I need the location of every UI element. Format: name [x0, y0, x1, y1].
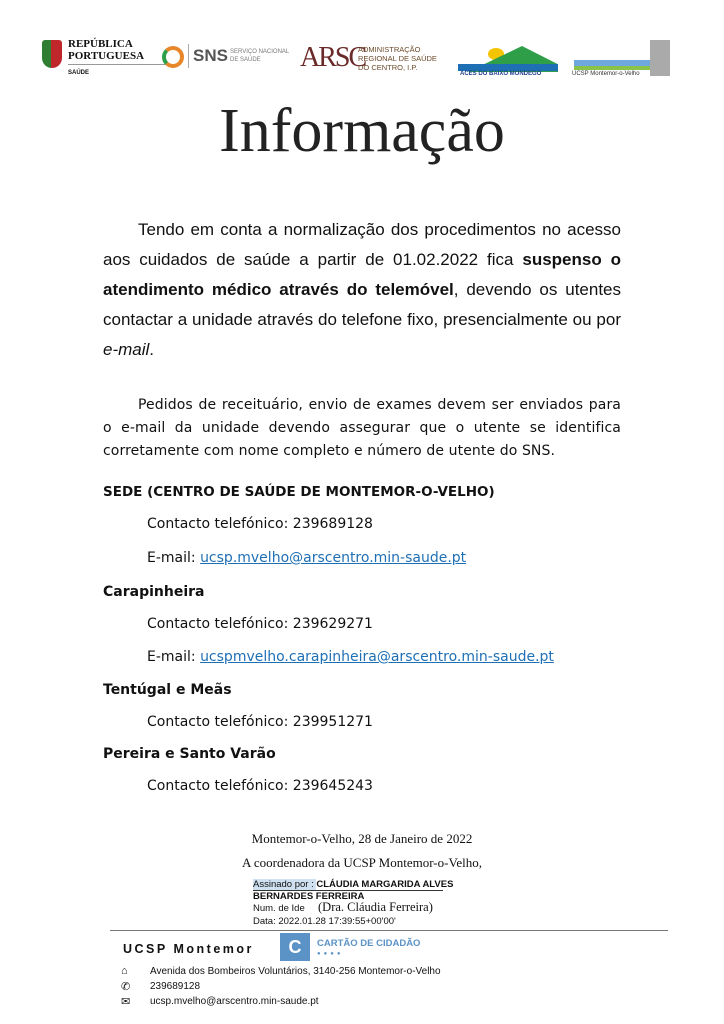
place-date: Montemor-o-Velho, 28 de Janeiro de 2022	[251, 831, 473, 846]
footer-address: Avenida dos Bombeiros Voluntários, 3140-256 Montemor-o-Velho	[150, 966, 441, 977]
unit-email: E-mail: ucspmvelho.carapinheira@arscentro.min-saude.pt	[147, 649, 554, 665]
document-page: REPÚBLICA PORTUGUESA SAÚDE SNS SERVIÇO NACIONAL DE SAÚDE ARSC ADMINISTRAÇÃO REGIONAL DE SAÚDE DO CENTRO, I.P. ACES DO BAIXO MONDEGO UCSP Montemor-o-Velho Informação Tendo em conta a normalização dos procedimentos no acesso aos cuidados de saúde a partir de 01.02.2022 fica suspenso o atendimento médico através do telemóvel, devendo os utentes contactar a unidade através do telefone fixo, presencialmente ou por e-mail. Pedidos de receituário, envio de exames devem ser enviados para o e-mail da unidade devendo assegurar que o utente se identifica corretamente com nome completo e número de utente do SNS. SEDE (CENTRO DE SAÚDE DE MONTEMOR-O-VELHO) Contacto telefónico: 239689128 E-mail: ucsp.mvelho@arscentro.min-saude.pt Carapinheira Contacto telefónico: 239629271 E-mail: ucspmvelho.carapinheira@arscentro.min-saude.pt Tentúgal e Meãs Contacto telefónico: 239951271 Pereira e Santo Varão Contacto telefónico: 239645243 Montemor-o-Velho, 28 de Janeiro de 2022 A coordenadora da UCSP Montemor-o-Velho, Assinado por : CLÁUDIA MARGARIDA ALVES BERNARDES FERREIRA Num. de Ide (Dra. Cláudia Ferreira) Data: 2022.01.28 17:39:55+00'00' UCSP Montemor C CARTÃO DE CIDADÃO ●●●● ⌂ Avenida dos Bombeiros Voluntários, 3140-256 Montemor-o-Velho ✆ 239689128 ✉ ucsp.mvelho@arscentro.min-saude.pt	[0, 0, 724, 1024]
page-title: Informação	[219, 97, 505, 165]
unit-email: E-mail: ucsp.mvelho@arscentro.min-saude.pt	[147, 550, 467, 566]
unit-phone: Contacto telefónico: 239629271	[147, 616, 373, 632]
unit-heading-tentugal: Tentúgal e Meãs	[103, 682, 232, 698]
email-link[interactable]: ucsp.mvelho@arscentro.min-saude.pt	[200, 550, 467, 566]
home-icon: ⌂	[121, 965, 128, 977]
footer-divider	[110, 930, 668, 931]
footer-phone: 239689128	[150, 981, 201, 992]
unit-phone: Contacto telefónico: 239645243	[147, 778, 373, 794]
coordinator-name: (Dra. Cláudia Ferreira)	[318, 900, 433, 914]
unit-heading-pereira: Pereira e Santo Varão	[103, 746, 276, 762]
unit-phone: Contacto telefónico: 239689128	[147, 516, 373, 532]
email-link[interactable]: ucspmvelho.carapinheira@arscentro.min-saude.pt	[200, 649, 554, 665]
requests-paragraph: Pedidos de receituário, envio de exames devem ser enviados para o e-mail da unidade devendo assegurar que o utente se identifica corretamente com nome completo e número de utente do SNS.	[103, 397, 621, 459]
coordinator-role: A coordenadora da UCSP Montemor-o-Velho,	[241, 855, 483, 870]
ucsp-logo: UCSP Montemor-o-Velho	[570, 40, 672, 78]
footer-title: UCSP Montemor	[123, 942, 254, 956]
unit-phone: Contacto telefónico: 239951271	[147, 714, 373, 730]
envelope-icon: ✉	[121, 996, 131, 1008]
footer-email: ucsp.mvelho@arscentro.min-saude.pt	[150, 996, 319, 1007]
notice-paragraph: Tendo em conta a normalização dos procedimentos no acesso aos cuidados de saúde a partir de 01.02.2022 fica suspenso o atendimento médico através do telemóvel, devendo os utentes contactar a unidade através do telefone fixo, presencialmente ou por e-mail.	[103, 220, 622, 359]
unit-heading-sede: SEDE (CENTRO DE SAÚDE DE MONTEMOR-O-VELHO)	[103, 484, 495, 500]
phone-icon: ✆	[121, 981, 131, 993]
unit-heading-carapinheira: Carapinheira	[103, 584, 205, 600]
aces-logo: ACES DO BAIXO MONDEGO	[458, 44, 558, 78]
